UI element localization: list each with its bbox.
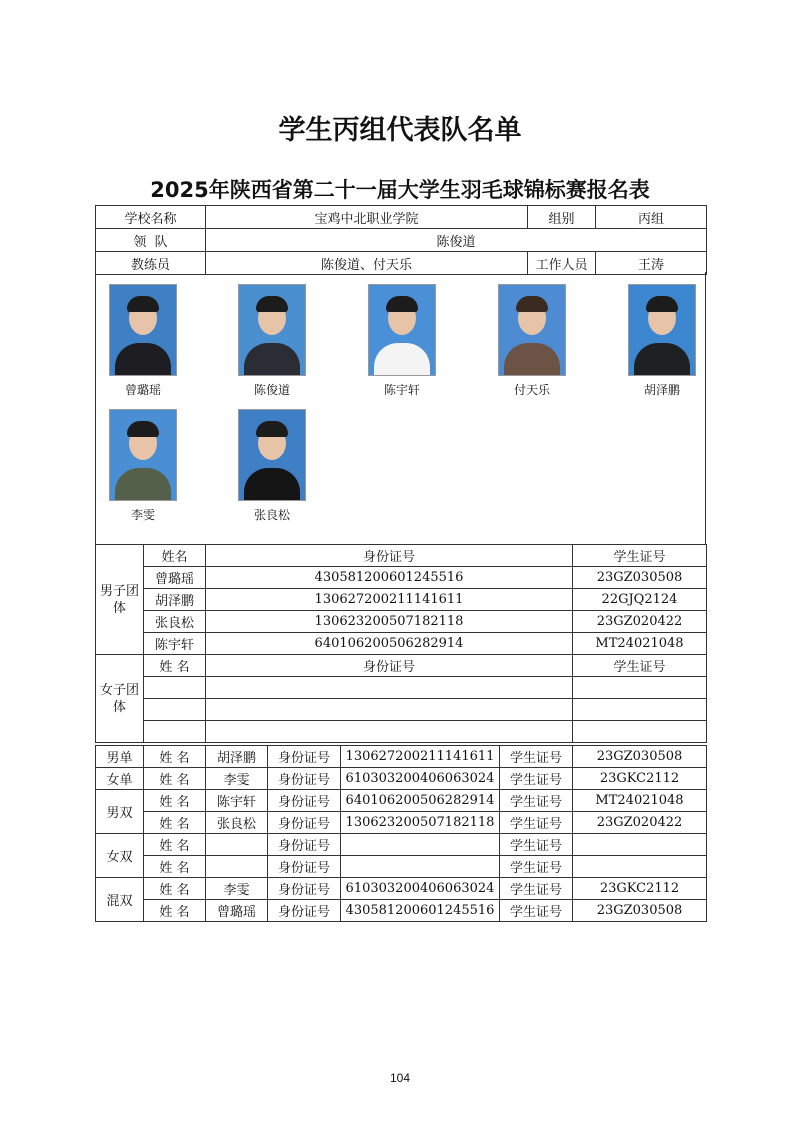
school-label: 学校名称 — [96, 206, 206, 229]
id-number: 640106200506282914 — [206, 633, 573, 655]
men-team-label: 男子团体 — [96, 545, 144, 655]
portrait-photo — [109, 284, 177, 376]
photo-card — [237, 284, 307, 398]
student-id: 23GZ020422 — [573, 812, 707, 834]
photo-name: 陈俊道 — [253, 383, 290, 397]
student-id: 23GZ020422 — [573, 611, 707, 633]
player-name: 陈宇轩 — [206, 790, 268, 812]
col-name: 姓名 — [144, 545, 206, 567]
events-table — [95, 745, 707, 922]
table-row: 男双 姓 名 陈宇轩 身份证号 640106200506282914 学生证号 MT24021048 — [96, 790, 707, 812]
photo-name: 付天乐 — [513, 383, 550, 397]
leader-value: 陈俊道 — [206, 229, 707, 252]
table-row — [96, 721, 707, 743]
student-id: 23GZ030508 — [573, 567, 707, 589]
id-number — [341, 834, 500, 856]
leader-label: 领 队 — [96, 229, 206, 252]
player-name: 曾璐瑶 — [206, 900, 268, 922]
event-label: 女单 — [96, 768, 144, 790]
table-row: 姓 名 曾璐瑶 身份证号 430581200601245516 学生证号 23GZ030508 — [96, 900, 707, 922]
player-name: 陈宇轩 — [144, 633, 206, 655]
staff-value: 王涛 — [596, 252, 707, 275]
col-name: 姓 名 — [144, 655, 206, 677]
event-label: 女双 — [96, 834, 144, 878]
photo-card — [497, 284, 567, 398]
student-id: 23GKC2112 — [573, 878, 707, 900]
table-row: 姓 名 身份证号 学生证号 — [96, 856, 707, 878]
id-number — [341, 856, 500, 878]
table-row — [96, 589, 707, 611]
id-number: 430581200601245516 — [206, 567, 573, 589]
player-name: 胡泽鹏 — [144, 589, 206, 611]
page-number: 104 — [389, 1071, 411, 1085]
player-name: 李雯 — [206, 768, 268, 790]
player-name: 李雯 — [206, 878, 268, 900]
table-row — [96, 611, 707, 633]
photo-name: 李雯 — [130, 508, 155, 522]
student-id: 22GJQ2124 — [573, 589, 707, 611]
coach-value: 陈俊道、付天乐 — [206, 252, 528, 275]
portrait-photo — [109, 409, 177, 501]
id-number: 130623200507182118 — [206, 611, 573, 633]
portrait-photo — [238, 409, 306, 501]
form-subtitle: 2025年陕西省第二十一届大学生羽毛球锦标赛报名表 — [150, 178, 650, 202]
table-row: 男单 姓 名 胡泽鹏 身份证号 130627200211141611 学生证号 23GZ030508 — [96, 746, 707, 768]
header-table — [95, 205, 707, 275]
coach-label: 教练员 — [96, 252, 206, 275]
table-row: 姓 名 张良松 身份证号 130623200507182118 学生证号 23GZ020422 — [96, 812, 707, 834]
id-number: 610303200406063024 — [341, 878, 500, 900]
id-number: 430581200601245516 — [341, 900, 500, 922]
school-value: 宝鸡中北职业学院 — [206, 206, 528, 229]
col-sid: 学生证号 — [573, 545, 707, 567]
photo-name: 陈宇轩 — [383, 383, 420, 397]
student-id: MT24021048 — [573, 790, 707, 812]
col-id: 身份证号 — [206, 655, 573, 677]
col-id: 身份证号 — [206, 545, 573, 567]
event-label: 男双 — [96, 790, 144, 834]
table-row: 女单 姓 名 李雯 身份证号 610303200406063024 学生证号 23GKC2112 — [96, 768, 707, 790]
group-value: 丙组 — [596, 206, 707, 229]
event-label: 男单 — [96, 746, 144, 768]
event-label: 混双 — [96, 878, 144, 922]
photo-gallery — [95, 272, 706, 544]
photo-card — [108, 409, 178, 523]
photo-name: 曾璐瑶 — [124, 383, 161, 397]
student-id: 23GKC2112 — [573, 768, 707, 790]
portrait-photo — [368, 284, 436, 376]
player-name: 张良松 — [144, 611, 206, 633]
table-row: 混双 姓 名 李雯 身份证号 610303200406063024 学生证号 23GKC2112 — [96, 878, 707, 900]
id-number: 130627200211141611 — [341, 746, 500, 768]
photo-name: 张良松 — [253, 508, 290, 522]
student-id: 23GZ030508 — [573, 900, 707, 922]
photo-name: 胡泽鹏 — [643, 383, 680, 397]
photo-card — [627, 284, 697, 398]
team-table — [95, 544, 707, 743]
portrait-photo — [628, 284, 696, 376]
table-row — [96, 567, 707, 589]
table-row: 女双 姓 名 身份证号 学生证号 — [96, 834, 707, 856]
id-number: 640106200506282914 — [341, 790, 500, 812]
staff-label: 工作人员 — [528, 252, 596, 275]
student-id — [573, 856, 707, 878]
page-title: 学生丙组代表队名单 — [278, 115, 522, 146]
player-name: 张良松 — [206, 812, 268, 834]
id-number: 130627200211141611 — [206, 589, 573, 611]
portrait-photo — [238, 284, 306, 376]
student-id — [573, 834, 707, 856]
id-number: 610303200406063024 — [341, 768, 500, 790]
table-row — [96, 677, 707, 699]
table-row — [96, 699, 707, 721]
student-id: 23GZ030508 — [573, 746, 707, 768]
table-row — [96, 633, 707, 655]
photo-card — [237, 409, 307, 523]
women-team-label: 女子团体 — [96, 655, 144, 743]
student-id: MT24021048 — [573, 633, 707, 655]
player-name — [206, 856, 268, 878]
col-sid: 学生证号 — [573, 655, 707, 677]
portrait-photo — [498, 284, 566, 376]
photo-card — [108, 284, 178, 398]
player-name: 曾璐瑶 — [144, 567, 206, 589]
photo-card — [367, 284, 437, 398]
player-name: 胡泽鹏 — [206, 746, 268, 768]
id-number: 130623200507182118 — [341, 812, 500, 834]
group-label: 组别 — [528, 206, 596, 229]
player-name — [206, 834, 268, 856]
